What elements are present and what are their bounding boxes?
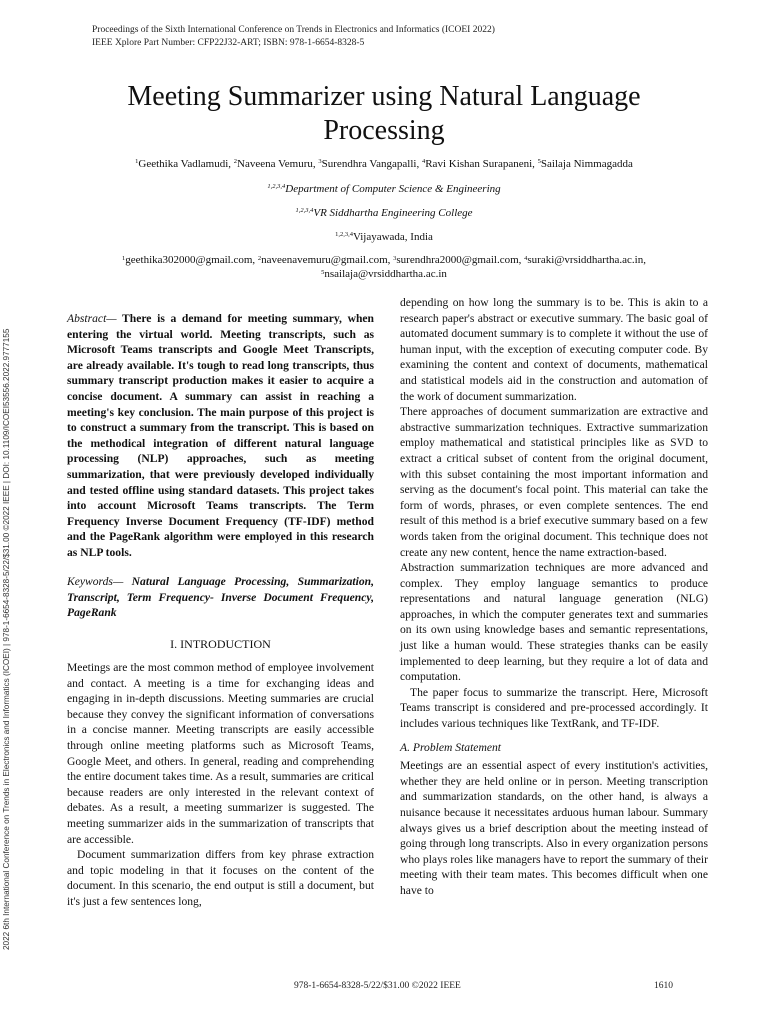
email-1: geethika302000@gmail.com, <box>125 254 258 266</box>
email-5: nsailaja@vrsiddhartha.ac.in <box>324 267 447 280</box>
affiliation-college <box>40 206 728 220</box>
keywords-text: Natural Language Processing, Summarization, Transcript, Term Frequency- Inverse Document Frequency, PageRank <box>67 575 374 620</box>
abstract-text: There is a demand for meeting summary, when entering the virtual world. Meeting transcripts, such as Microsoft Teams transcripts and Google Meet Transcripts, are already available. It's tough to read long transcripts, thus summary transcript production makes it easier to acquire a concise document. A summary can assist in reaching a meeting's key conclusion. The main purpose of this project is to construct a summary from the transcript. This is based on the methodical integration of different natural language processing (NLP) approaches, such as meeting summarization, that were previously developed individually and tested offline using standard datasets. This project takes into account Microsoft Teams transcripts. The Term Frequency Inverse Document Frequency (TF-IDF) method and the PageRank algorithm were employed in this research as NLP tools. <box>67 312 374 559</box>
abstract <box>67 311 374 561</box>
body-paragraph: depending on how long the summary is to be. This is akin to a research paper's abstract or executive summary. The basic goal of automated document summary is to complete it without the use of human input, with the exception of executing computer code. By examining the content and context of documents, mathematical and statistical models aid in the construction and automation of the work of document summarization. <box>400 296 708 403</box>
email-3-index: 3 <box>393 255 397 262</box>
footer-copyright: 978-1-6654-8328-5/22/$31.00 ©2022 IEEE <box>294 981 461 991</box>
city-index: 1,2,3,4 <box>335 231 353 238</box>
keywords-label: Keywords— <box>67 575 124 588</box>
email-1-index: 1 <box>122 255 126 262</box>
email-2: naveenavemuru@gmail.com, <box>261 254 394 266</box>
author-1: Geethika Vadlamudi, <box>138 158 234 170</box>
author-2: Naveena Vemuru, <box>237 158 319 170</box>
paper-title: Meeting Summarizer using Natural Language Processing <box>127 81 641 146</box>
author-5: Sailaja Nimmagadda <box>540 158 633 170</box>
running-header <box>92 24 495 50</box>
right-column <box>400 295 708 899</box>
header-line-2: IEEE Xplore Part Number: CFP22J32-ART; ISBN: 978-1-6654-8328-5 <box>92 38 365 48</box>
author-1-index: 1 <box>135 158 139 165</box>
abstract-label: Abstract— <box>67 312 117 325</box>
author-3: Surendhra Vangapalli, <box>321 158 422 170</box>
body-paragraph: The paper focus to summarize the transcript. Here, Microsoft Teams transcript is considered and pre-processed accordingly. It includes various techniques like TextRank, and TF-IDF. <box>400 685 708 731</box>
college-name: VR Siddhartha Engineering College <box>313 207 473 219</box>
affiliation-department <box>40 182 728 196</box>
author-4-index: 4 <box>421 158 426 165</box>
email-5-index: 5 <box>321 268 325 276</box>
side-doi-strip: 2022 6th International Conference on Trends in Electronics and Informatics (ICOEI) | 978-1-6654-8328-5/22/$31.00 ©2022 IEEE | DOI: 10.1109/ICOEI53556.2022.9777155 <box>2 328 11 950</box>
body-paragraph: There approaches of document summarization are extractive and abstractive summarization techniques. Extractive summarization employ mathematical and statistical principles like as SVD to extract a critical subset of content from the original document, with this subset containing the most important information and serving as the document's focal point. This material can take the form of words, phrases, or even complete sentences. The end result of this method is a brief executive summary based on a few words taken from the original document. This technique does not create any new content, hence the name extraction-based. <box>400 405 708 559</box>
affiliation-city <box>40 230 728 244</box>
email-2-index: 2 <box>257 255 262 262</box>
intro-paragraph: Meetings are the most common method of employee involvement and contact. A meeting is a time for exchanging ideas and engaging in in-depth discussions. Meeting summaries are crucial because they convey the significant information of conversations in a concise manner. Meeting transcripts are easily accessible through online meeting platforms such as Microsoft Teams, Google Meet, and others. In general, reading and comprehending the entire document takes time. As a result, summaries are critical because readers are only interested in the relevant context of debates. As a result, a meeting summarizer is suggested. The meeting summarizer aids in the summarization of transcripts that are accessible. <box>67 661 374 846</box>
author-5-index: 5 <box>537 158 541 165</box>
email-4: suraki@vrsiddhartha.ac.in, <box>527 254 646 266</box>
intro-paragraph: Document summarization differs from key phrase extraction and topic modeling in that it focuses on the content of the document. In this scenario, the end output is still a document, but it's just a few sentences long, <box>67 848 374 908</box>
keywords <box>67 574 374 621</box>
problem-statement-paragraph: Meetings are an essential aspect of every institution's activities, whether they are held online or in person. Meeting transcription and summarization standards, on the other hand, is always a nuisance because it necessitates arduous human labour. Summary always gives us a brief description about the meeting instead of going through long transcripts. Also in every organization persons who plays roles like managers have to report the summary of their meeting with their team mates. This becomes difficult when one have to <box>400 759 708 897</box>
body-paragraph: Abstraction summarization techniques are more advanced and complex. They employ language semantics to produce representations and natural language generation (NLG) approaches, in which the computer generates text and summaries on its own using knowledge bases and semantic representations, just like a human would. These strategies thanks can be easily implemented to deep learning, but they require a lot of data and computation. <box>400 561 708 684</box>
city-name: Vijayawada, India <box>352 231 433 243</box>
dept-name: Department of Computer Science & Engineering <box>285 183 501 195</box>
page-number: 1610 <box>654 981 673 991</box>
dept-index: 1,2,3,4 <box>267 183 286 190</box>
introduction-body <box>67 660 374 910</box>
email-4-index: 4 <box>524 255 528 262</box>
author-emails <box>40 254 728 281</box>
college-index: 1,2,3,4 <box>295 207 314 214</box>
author-2-index: 2 <box>233 158 238 165</box>
header-line-1: Proceedings of the Sixth International Conference on Trends in Electronics and Informatics (ICOEI 2022) <box>92 25 495 35</box>
subsection-heading-problem-statement: A. Problem Statement <box>400 740 501 754</box>
author-4: Ravi Kishan Surapaneni, <box>425 158 538 170</box>
author-3-index: 3 <box>318 158 322 165</box>
author-list <box>40 157 728 171</box>
email-3: surendhra2000@gmail.com, <box>396 254 525 266</box>
section-heading-introduction: I. INTRODUCTION <box>170 637 271 651</box>
